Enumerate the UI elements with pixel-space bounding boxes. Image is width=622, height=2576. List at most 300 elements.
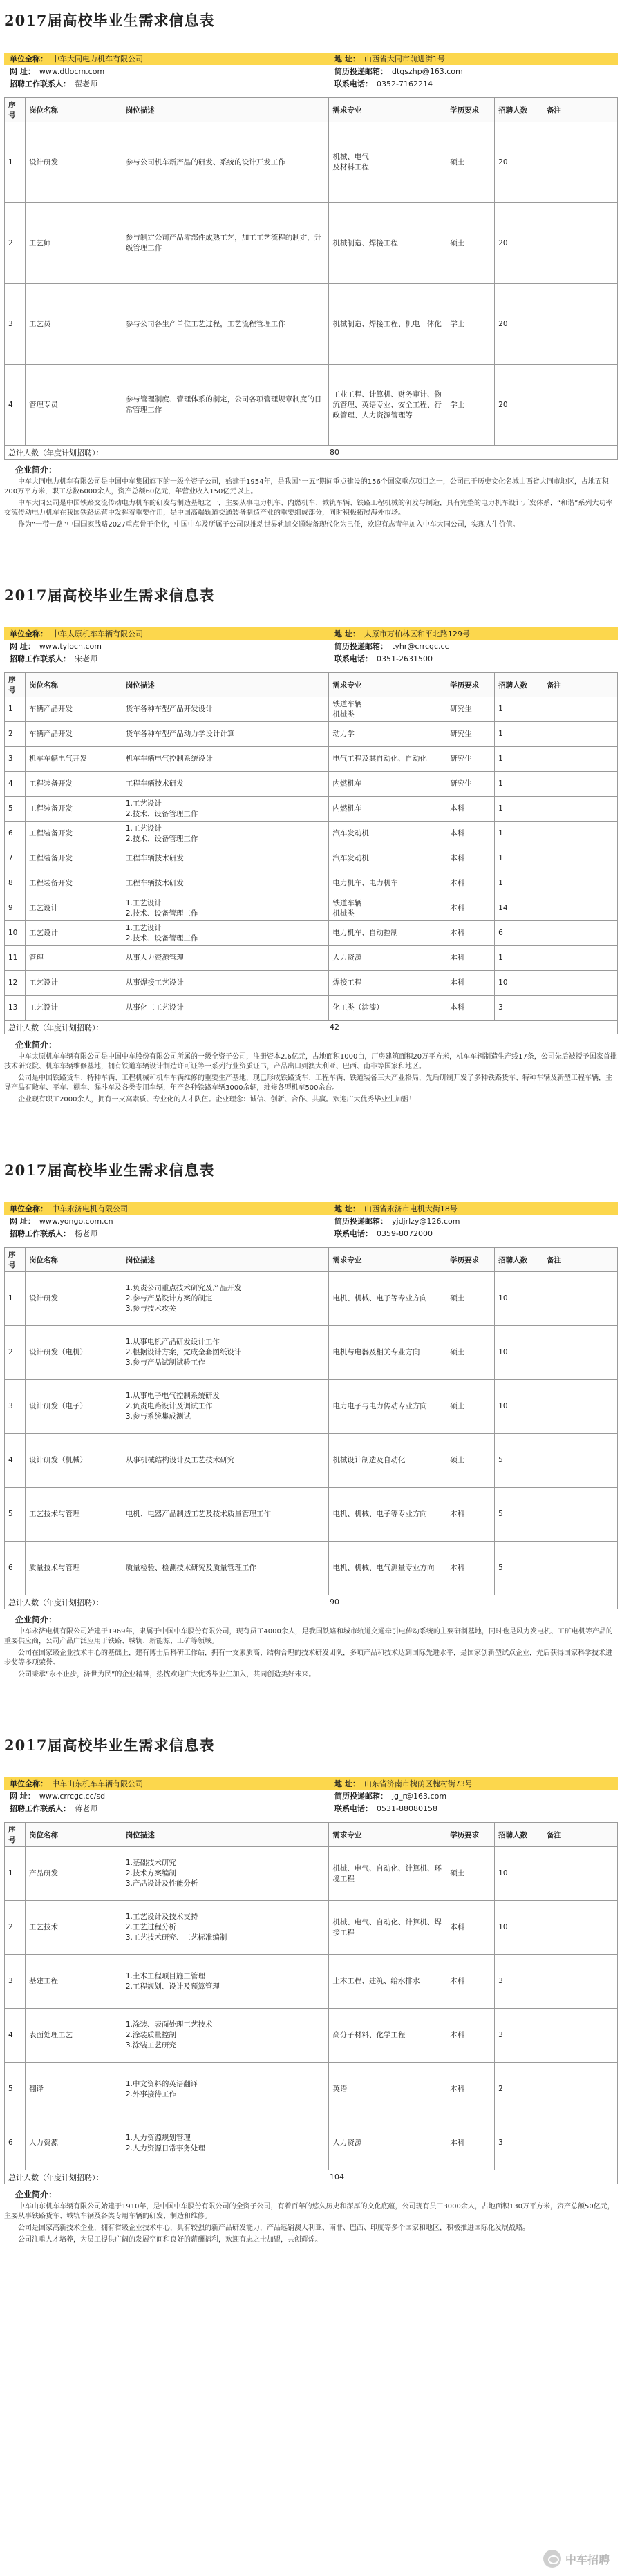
- table-cell-学历要求: 学士: [446, 284, 495, 365]
- contact-value: 宋老师: [75, 654, 97, 663]
- table-cell-序号: 4: [5, 2009, 26, 2063]
- contact-label: 招聘工作联系人：: [10, 654, 70, 663]
- column-header: 学历要求: [446, 673, 495, 697]
- column-header: 岗位描述: [122, 673, 329, 697]
- table-cell-岗位名称: 设计研发: [25, 122, 122, 203]
- table-cell-岗位描述: 1.从事电子电气控制系统研发 2.负责电路设计及调试工作 3.参与系统集成测试: [122, 1380, 329, 1434]
- table-row: [5, 871, 618, 896]
- table-cell-岗位描述: 1.土木工程项目施工管理 2.工程规划、设计及预算管理: [122, 1955, 329, 2009]
- table-row: [5, 122, 618, 203]
- table-cell-岗位名称: 工艺技术: [25, 1901, 122, 1955]
- column-header: 招聘人数: [495, 1823, 543, 1847]
- table-cell-需求专业: 铁道车辆 机械类: [329, 896, 446, 921]
- unit-label: 单位全称：: [10, 1204, 48, 1213]
- table-row: [5, 996, 618, 1021]
- table-cell-学历要求: 研究生: [446, 697, 495, 722]
- contact-value: 杨老师: [75, 1229, 97, 1238]
- table-cell-岗位描述: 参与公司机车新产品的研发、系统的设计开发工作: [122, 122, 329, 203]
- email-label: 简历投递邮箱：: [334, 642, 388, 651]
- table-cell-需求专业: 电力机车、自动控制: [329, 921, 446, 946]
- table-cell-岗位描述: 参与管理制度、管理体系的制定，公司各项管理规章制度的日常管理工作: [122, 365, 329, 446]
- table-cell-招聘人数: 20: [495, 365, 543, 446]
- phone-value: 0359-8072000: [377, 1229, 433, 1238]
- total-value: 104: [330, 2172, 344, 2181]
- table-cell-岗位描述: 1.工艺设计 2.技术、设备管理工作: [122, 896, 329, 921]
- table-cell-序号: 3: [5, 1380, 26, 1434]
- column-header: 需求专业: [329, 1248, 446, 1272]
- column-header: 岗位描述: [122, 1823, 329, 1847]
- table-cell-序号: 1: [5, 122, 26, 203]
- table-cell-备注: [543, 747, 618, 772]
- section-title: 2017届高校毕业生需求信息表: [4, 1162, 215, 1179]
- table-cell-备注: [543, 871, 618, 896]
- unit-label: 单位全称：: [10, 629, 48, 638]
- table-cell-备注: [543, 846, 618, 871]
- table-cell-岗位名称: 工程装备开发: [25, 846, 122, 871]
- table-row: [5, 846, 618, 871]
- email-value[interactable]: jg_r@163.com: [392, 1791, 447, 1801]
- phone-label: 联系电话：: [334, 1229, 373, 1238]
- header-row-unit: [4, 1202, 618, 1215]
- table-cell-招聘人数: 20: [495, 122, 543, 203]
- table-cell-岗位描述: 1.工艺设计 2.技术、设备管理工作: [122, 822, 329, 846]
- intro-paragraph: 中车太原机车车辆有限公司是中国中车股份有限公司所属的一级全资子公司，注册资本2.6亿元，占地面积1000亩，厂房建筑面积20万平方米，机车车辆制造生产线17条，公司先后被授予国家首批技术研究院、机车车辆维修基地，拥有铁道车辆设计制造许可证等一系列行业资质证书，产品出口到澳大利亚、巴西、南非等国家和地区。: [4, 1053, 617, 1070]
- table-cell-备注: [543, 1380, 618, 1434]
- intro-paragraph: 作为“一带一路”中国国家战略2027重点骨干企业，中国中车及所属子公司以推动世界轨道交通装备现代化为己任，欢迎有志青年加入中车大同公司，实现人生价值。: [18, 521, 520, 529]
- recruitment-section: [0, 575, 622, 1150]
- contact-label: 招聘工作联系人：: [10, 79, 70, 88]
- table-cell-序号: 7: [5, 846, 26, 871]
- table-cell-学历要求: 硕士: [446, 1272, 495, 1326]
- intro-heading: 企业简介：: [15, 2190, 57, 2199]
- section-title: 2017届高校毕业生需求信息表: [4, 587, 215, 604]
- table-cell-学历要求: 研究生: [446, 772, 495, 797]
- table-row: [5, 946, 618, 971]
- table-header-row: [5, 98, 618, 122]
- table-row: [5, 747, 618, 772]
- table-cell-学历要求: 硕士: [446, 1434, 495, 1488]
- table-cell-招聘人数: 1: [495, 697, 543, 722]
- address-value: 山西省永济市电机大街18号: [364, 1204, 458, 1213]
- table-cell-学历要求: 研究生: [446, 747, 495, 772]
- table-cell-招聘人数: 10: [495, 1326, 543, 1380]
- website-value[interactable]: www.tylocn.com: [39, 641, 102, 651]
- table-cell-招聘人数: 5: [495, 1488, 543, 1542]
- table-cell-备注: [543, 1955, 618, 2009]
- intro-paragraph: 中车大同公司是中国铁路交流传动电力机车的研发与制造基地之一，主要从事电力机车、内燃机车、城轨车辆、铁路工程机械的研发与制造，具有完整的电力机车设计开发体系，“和谐”系列大功率交流传动电力机车在我国铁路运营中发挥着重要作用，是中国高端轨道交通装备制造产业的重要组成部分，同时积极拓展海外市场。: [4, 500, 613, 517]
- table-cell-需求专业: 电机与电器及相关专业方向: [329, 1326, 446, 1380]
- table-cell-需求专业: 铁道车辆 机械类: [329, 697, 446, 722]
- table-cell-招聘人数: 3: [495, 2009, 543, 2063]
- total-row: [4, 2170, 618, 2184]
- table-cell-序号: 13: [5, 996, 26, 1021]
- table-cell-学历要求: 硕士: [446, 122, 495, 203]
- header-row-website: [4, 640, 618, 652]
- table-cell-序号: 5: [5, 1488, 26, 1542]
- contact-value: 蒋老师: [75, 1804, 97, 1813]
- table-cell-岗位名称: 质量技术与管理: [25, 1542, 122, 1595]
- table-row: [5, 2116, 618, 2170]
- table-cell-招聘人数: 10: [495, 971, 543, 996]
- table-row: [5, 2009, 618, 2063]
- positions-table: [4, 672, 618, 1021]
- column-header: 需求专业: [329, 98, 446, 122]
- table-cell-序号: 2: [5, 203, 26, 284]
- phone-value: 0351-2631500: [377, 654, 433, 663]
- table-cell-招聘人数: 10: [495, 1380, 543, 1434]
- section-title: 2017届高校毕业生需求信息表: [4, 1736, 215, 1754]
- table-cell-备注: [543, 2116, 618, 2170]
- table-cell-需求专业: 电机、机械、电子等专业方向: [329, 1272, 446, 1326]
- table-cell-招聘人数: 3: [495, 1955, 543, 2009]
- table-cell-备注: [543, 996, 618, 1021]
- table-cell-需求专业: 机械、电气 及材料工程: [329, 122, 446, 203]
- table-row: [5, 284, 618, 365]
- positions-table: [4, 97, 618, 446]
- table-cell-学历要求: 硕士: [446, 1326, 495, 1380]
- table-cell-岗位名称: 工艺员: [25, 284, 122, 365]
- table-cell-招聘人数: 3: [495, 2116, 543, 2170]
- table-cell-岗位名称: 设计研发: [25, 1272, 122, 1326]
- table-cell-序号: 3: [5, 747, 26, 772]
- intro-paragraphs: [4, 477, 618, 530]
- table-cell-学历要求: 本科: [446, 1955, 495, 2009]
- table-row: [5, 203, 618, 284]
- table-cell-招聘人数: 20: [495, 203, 543, 284]
- table-cell-岗位描述: 1.中文资料的英语翻译 2.外事接待工作: [122, 2063, 329, 2116]
- column-header: 学历要求: [446, 1248, 495, 1272]
- table-cell-岗位名称: 管理专员: [25, 365, 122, 446]
- unit-name: 中车大同电力机车有限公司: [52, 55, 143, 64]
- company-intro: [4, 1615, 618, 1682]
- intro-paragraph: 公司是中国铁路货车、特种车辆、工程机械和机车车辆维修的重要生产基地，现已形成铁路货车、工程车辆、铁道装备三大产业格局，先后研制开发了多种铁路货车、特种车辆及新型工程车辆，主导产品有敞车、平车、棚车、漏斗车及各类专用车辆，年产各种铁路车辆3000余辆，维修各型机车500余台。: [4, 1074, 612, 1092]
- table-cell-岗位描述: 工程车辆技术研发: [122, 871, 329, 896]
- total-label: 总计人数（年度计划招聘）：: [8, 448, 104, 457]
- column-header: 岗位名称: [25, 1823, 122, 1847]
- table-cell-岗位描述: 从事人力资源管理: [122, 946, 329, 971]
- website-value[interactable]: www.yongo.com.cn: [39, 1216, 113, 1226]
- table-cell-学历要求: 本科: [446, 871, 495, 896]
- table-cell-岗位名称: 工艺设计: [25, 921, 122, 946]
- table-cell-岗位名称: 设计研发（机械）: [25, 1434, 122, 1488]
- table-cell-学历要求: 本科: [446, 1488, 495, 1542]
- table-cell-岗位名称: 管理: [25, 946, 122, 971]
- phone-value: 0352-7162214: [377, 79, 433, 88]
- table-cell-岗位描述: 工程车辆技术研发: [122, 846, 329, 871]
- table-cell-备注: [543, 946, 618, 971]
- intro-heading: 企业简介：: [15, 1040, 57, 1050]
- address-value: 山西省大同市前进街1号: [364, 55, 445, 64]
- table-cell-序号: 2: [5, 1901, 26, 1955]
- column-header: 招聘人数: [495, 98, 543, 122]
- column-header: 需求专业: [329, 1823, 446, 1847]
- table-body: [5, 122, 618, 446]
- table-cell-岗位描述: 从事焊接工艺设计: [122, 971, 329, 996]
- table-cell-需求专业: 机械设计制造及自动化: [329, 1434, 446, 1488]
- table-cell-备注: [543, 365, 618, 446]
- header-row-contact: [4, 1227, 618, 1240]
- company-header: [4, 627, 618, 666]
- address-label: 地 址：: [334, 1779, 360, 1788]
- positions-table: [4, 1247, 618, 1595]
- company-header: [4, 53, 618, 91]
- table-cell-岗位描述: 1.工艺设计及技术支持 2.工艺过程分析 3.工艺技术研究、工艺标准编制: [122, 1901, 329, 1955]
- total-row: [4, 1021, 618, 1034]
- table-cell-岗位描述: 从事机械结构设计及工艺技术研究: [122, 1434, 329, 1488]
- table-cell-序号: 5: [5, 797, 26, 822]
- recruitment-section: [0, 0, 622, 575]
- table-row: [5, 697, 618, 722]
- header-row-website: [4, 65, 618, 77]
- unit-name: 中车太原机车车辆有限公司: [52, 629, 143, 638]
- table-cell-学历要求: 硕士: [446, 1380, 495, 1434]
- email-value[interactable]: yjdjrlzy@126.com: [392, 1216, 460, 1226]
- table-cell-学历要求: 本科: [446, 2009, 495, 2063]
- table-cell-需求专业: 汽车发动机: [329, 846, 446, 871]
- table-cell-招聘人数: 1: [495, 871, 543, 896]
- table-cell-需求专业: 电力机车、电力机车: [329, 871, 446, 896]
- recruitment-section: [0, 1150, 622, 1725]
- header-row-contact: [4, 77, 618, 90]
- table-cell-招聘人数: 1: [495, 797, 543, 822]
- table-cell-需求专业: 土木工程、建筑、给水排水: [329, 1955, 446, 2009]
- table-cell-需求专业: 焊接工程: [329, 971, 446, 996]
- table-cell-岗位名称: 翻译: [25, 2063, 122, 2116]
- table-cell-岗位描述: 货车各种车型产品动力学设计计算: [122, 722, 329, 747]
- company-intro: [4, 2190, 618, 2247]
- table-cell-序号: 4: [5, 772, 26, 797]
- table-cell-岗位描述: 质量检验、检测技术研究及质量管理工作: [122, 1542, 329, 1595]
- chat-icon: [543, 2550, 561, 2568]
- email-label: 简历投递邮箱：: [334, 1217, 388, 1226]
- table-cell-备注: [543, 1326, 618, 1380]
- table-cell-岗位名称: 工艺设计: [25, 896, 122, 921]
- table-cell-招聘人数: 2: [495, 2063, 543, 2116]
- table-cell-招聘人数: 1: [495, 946, 543, 971]
- table-cell-需求专业: 电机、机械、电子等专业方向: [329, 1488, 446, 1542]
- table-cell-需求专业: 工业工程、计算机、财务审计、物流管理、英语专业、安全工程、行政管理、人力资源管理等: [329, 365, 446, 446]
- table-cell-备注: [543, 1272, 618, 1326]
- table-row: [5, 1955, 618, 2009]
- table-cell-需求专业: 电气工程及其自动化、自动化: [329, 747, 446, 772]
- section-title: 2017届高校毕业生需求信息表: [4, 12, 215, 29]
- table-cell-招聘人数: 10: [495, 1847, 543, 1901]
- table-cell-岗位描述: 1.工艺设计 2.技术、设备管理工作: [122, 797, 329, 822]
- table-cell-序号: 6: [5, 822, 26, 846]
- header-row-website: [4, 1790, 618, 1802]
- table-cell-需求专业: 电力电子与电力传动专业方向: [329, 1380, 446, 1434]
- table-cell-学历要求: 本科: [446, 1542, 495, 1595]
- table-cell-备注: [543, 122, 618, 203]
- column-header: 学历要求: [446, 98, 495, 122]
- table-cell-学历要求: 本科: [446, 971, 495, 996]
- table-cell-学历要求: 研究生: [446, 722, 495, 747]
- table-cell-岗位名称: 工程装备开发: [25, 822, 122, 846]
- address-label: 地 址：: [334, 55, 360, 64]
- table-cell-需求专业: 电机、机械、电气测量专业方向: [329, 1542, 446, 1595]
- table-row: [5, 722, 618, 747]
- column-header: 招聘人数: [495, 1248, 543, 1272]
- table-row: [5, 971, 618, 996]
- total-label: 总计人数（年度计划招聘）：: [8, 1598, 104, 1607]
- intro-paragraph: 中车大同电力机车有限公司是中国中车集团旗下的一级全资子公司，始建于1954年，是我国“一五”期间重点建设的156个国家重点项目之一，公司已于历史文化名城山西省大同市地区，占地面积200万平方米，职工总数6000余人，资产总额60亿元，年营业收入150亿元以上。: [4, 478, 609, 495]
- table-cell-备注: [543, 1847, 618, 1901]
- table-row: [5, 1901, 618, 1955]
- header-row-contact: [4, 1802, 618, 1815]
- header-row-website: [4, 1215, 618, 1227]
- table-cell-序号: 3: [5, 1955, 26, 2009]
- table-cell-备注: [543, 203, 618, 284]
- table-cell-岗位描述: 1.人力资源规划管理 2.人力资源日常事务处理: [122, 2116, 329, 2170]
- table-cell-招聘人数: 6: [495, 921, 543, 946]
- table-cell-学历要求: 本科: [446, 921, 495, 946]
- table-cell-备注: [543, 921, 618, 946]
- table-cell-招聘人数: 1: [495, 846, 543, 871]
- table-row: [5, 772, 618, 797]
- table-cell-岗位名称: 车辆产品开发: [25, 697, 122, 722]
- table-cell-招聘人数: 10: [495, 1901, 543, 1955]
- email-label: 简历投递邮箱：: [334, 67, 388, 76]
- total-row: [4, 1595, 618, 1609]
- address-label: 地 址：: [334, 1204, 360, 1213]
- column-header: 备注: [543, 1248, 618, 1272]
- address-value: 山东省济南市槐荫区槐村街73号: [364, 1779, 473, 1788]
- table-cell-招聘人数: 5: [495, 1434, 543, 1488]
- address-label: 地 址：: [334, 629, 360, 638]
- table-cell-序号: 2: [5, 722, 26, 747]
- table-cell-序号: 6: [5, 1542, 26, 1595]
- table-cell-序号: 1: [5, 697, 26, 722]
- table-cell-需求专业: 机械制造、焊接工程: [329, 203, 446, 284]
- table-cell-备注: [543, 2063, 618, 2116]
- column-header: 需求专业: [329, 673, 446, 697]
- intro-paragraph: 中车永济电机有限公司始建于1969年，隶属于中国中车股份有限公司，现有员工4000余人，是我国铁路和城市轨道交通牵引电传动系统的主要研制基地，同时也是风力发电机、工矿电机等产品的重要供应商，公司产品广泛应用于铁路、城轨、新能源、工矿等领域。: [4, 1628, 613, 1645]
- unit-name: 中车永济电机有限公司: [52, 1204, 128, 1213]
- table-cell-学历要求: 本科: [446, 2063, 495, 2116]
- table-cell-岗位描述: 机车车辆电气控制系统设计: [122, 747, 329, 772]
- table-cell-需求专业: 内燃机车: [329, 772, 446, 797]
- total-label: 总计人数（年度计划招聘）：: [8, 1023, 104, 1032]
- table-cell-备注: [543, 1434, 618, 1488]
- intro-heading: 企业简介：: [15, 465, 57, 475]
- table-cell-岗位名称: 基建工程: [25, 1955, 122, 2009]
- table-cell-学历要求: 本科: [446, 1901, 495, 1955]
- table-cell-岗位名称: 工艺设计: [25, 971, 122, 996]
- table-cell-备注: [543, 797, 618, 822]
- email-label: 简历投递邮箱：: [334, 1792, 388, 1801]
- table-row: [5, 822, 618, 846]
- table-row: [5, 1380, 618, 1434]
- table-cell-序号: 2: [5, 1326, 26, 1380]
- table-cell-备注: [543, 772, 618, 797]
- table-cell-需求专业: 机械制造、焊接工程、机电一体化: [329, 284, 446, 365]
- table-body: [5, 697, 618, 1021]
- table-cell-备注: [543, 284, 618, 365]
- table-cell-序号: 9: [5, 896, 26, 921]
- intro-paragraphs: [4, 1627, 618, 1680]
- header-row-contact: [4, 652, 618, 665]
- header-row-unit: [4, 53, 618, 65]
- table-cell-招聘人数: 5: [495, 1542, 543, 1595]
- table-cell-招聘人数: 1: [495, 822, 543, 846]
- table-cell-备注: [543, 2009, 618, 2063]
- website-label: 网 址：: [10, 1217, 35, 1226]
- table-cell-备注: [543, 1542, 618, 1595]
- table-cell-岗位名称: 设计研发（电机）: [25, 1326, 122, 1380]
- email-value[interactable]: tyhr@crrcgc.cc: [392, 641, 449, 651]
- column-header: 备注: [543, 673, 618, 697]
- column-header: 岗位名称: [25, 1248, 122, 1272]
- table-row: [5, 896, 618, 921]
- table-row: [5, 1434, 618, 1488]
- table-cell-岗位描述: 1.涂装、表面处理工艺技术 2.涂装质量控制 3.涂装工艺研究: [122, 2009, 329, 2063]
- table-row: [5, 2063, 618, 2116]
- intro-paragraph: 中车山东机车车辆有限公司始建于1910年，是中国中车股份有限公司的全资子公司，有着百年的悠久历史和深厚的文化底蕴，公司现有员工3000余人，占地面积130万平方米，资产总额50亿元，主要从事铁路货车、城轨车辆及各类专用车辆的研发、制造和维修。: [4, 2203, 614, 2220]
- table-cell-招聘人数: 1: [495, 772, 543, 797]
- table-cell-需求专业: 机械、电气、自动化、计算机、环境工程: [329, 1847, 446, 1901]
- table-cell-岗位名称: 工程装备开发: [25, 797, 122, 822]
- table-cell-序号: 1: [5, 1272, 26, 1326]
- table-header-row: [5, 1248, 618, 1272]
- table-cell-岗位名称: 产品研发: [25, 1847, 122, 1901]
- table-cell-序号: 3: [5, 284, 26, 365]
- table-cell-序号: 8: [5, 871, 26, 896]
- table-cell-学历要求: 本科: [446, 846, 495, 871]
- table-cell-需求专业: 化工类（涂漆）: [329, 996, 446, 1021]
- column-header: 岗位名称: [25, 98, 122, 122]
- table-cell-序号: 10: [5, 921, 26, 946]
- table-cell-岗位描述: 1.工艺设计 2.技术、设备管理工作: [122, 921, 329, 946]
- table-row: [5, 1542, 618, 1595]
- email-value[interactable]: dtgszhp@163.com: [392, 66, 463, 76]
- table-cell-学历要求: 本科: [446, 996, 495, 1021]
- table-cell-招聘人数: 3: [495, 996, 543, 1021]
- intro-heading: 企业简介：: [15, 1615, 57, 1625]
- table-cell-备注: [543, 1488, 618, 1542]
- table-cell-岗位描述: 参与制定公司产品零部件成熟工艺，加工工艺流程的制定，升级管理工作: [122, 203, 329, 284]
- table-cell-学历要求: 本科: [446, 2116, 495, 2170]
- website-value[interactable]: www.crrcgc.cc/sd: [39, 1791, 106, 1801]
- company-intro: [4, 465, 618, 532]
- phone-label: 联系电话：: [334, 1804, 373, 1813]
- table-header-row: [5, 1823, 618, 1847]
- table-cell-岗位名称: 机车车辆电气开发: [25, 747, 122, 772]
- table-cell-岗位名称: 工程装备开发: [25, 772, 122, 797]
- table-cell-需求专业: 人力资源: [329, 2116, 446, 2170]
- intro-paragraph: 企业现有职工2000余人，拥有一支高素质、专业化的人才队伍。企业理念：诚信、创新、合作、共赢。欢迎广大优秀毕业生加盟！: [18, 1096, 416, 1104]
- table-cell-需求专业: 英语: [329, 2063, 446, 2116]
- intro-paragraph: 公司是国家高新技术企业，拥有省级企业技术中心，具有较强的新产品研发能力，产品远销澳大利亚、南非、巴西、印度等多个国家和地区，积极推进国际化发展战略。: [18, 2224, 529, 2232]
- table-cell-岗位名称: 设计研发（电子）: [25, 1380, 122, 1434]
- website-value[interactable]: www.dtlocm.com: [39, 66, 105, 76]
- table-row: [5, 1488, 618, 1542]
- table-cell-备注: [543, 822, 618, 846]
- company-header: [4, 1202, 618, 1241]
- table-cell-岗位描述: 电机、电器产品制造工艺及技术质量管理工作: [122, 1488, 329, 1542]
- table-cell-岗位描述: 1.负责公司重点技术研究及产品开发 2.参与产品设计方案的制定 3.参与技术攻关: [122, 1272, 329, 1326]
- table-cell-需求专业: 内燃机车: [329, 797, 446, 822]
- unit-label: 单位全称：: [10, 55, 48, 64]
- table-cell-岗位名称: 工艺设计: [25, 996, 122, 1021]
- table-cell-学历要求: 本科: [446, 946, 495, 971]
- contact-label: 招聘工作联系人：: [10, 1804, 70, 1813]
- table-cell-需求专业: 高分子材料、化学工程: [329, 2009, 446, 2063]
- column-header: 序号: [5, 98, 26, 122]
- website-label: 网 址：: [10, 1792, 35, 1801]
- table-cell-岗位名称: 表面处理工艺: [25, 2009, 122, 2063]
- phone-value: 0531-88080158: [377, 1803, 437, 1813]
- table-cell-序号: 4: [5, 1434, 26, 1488]
